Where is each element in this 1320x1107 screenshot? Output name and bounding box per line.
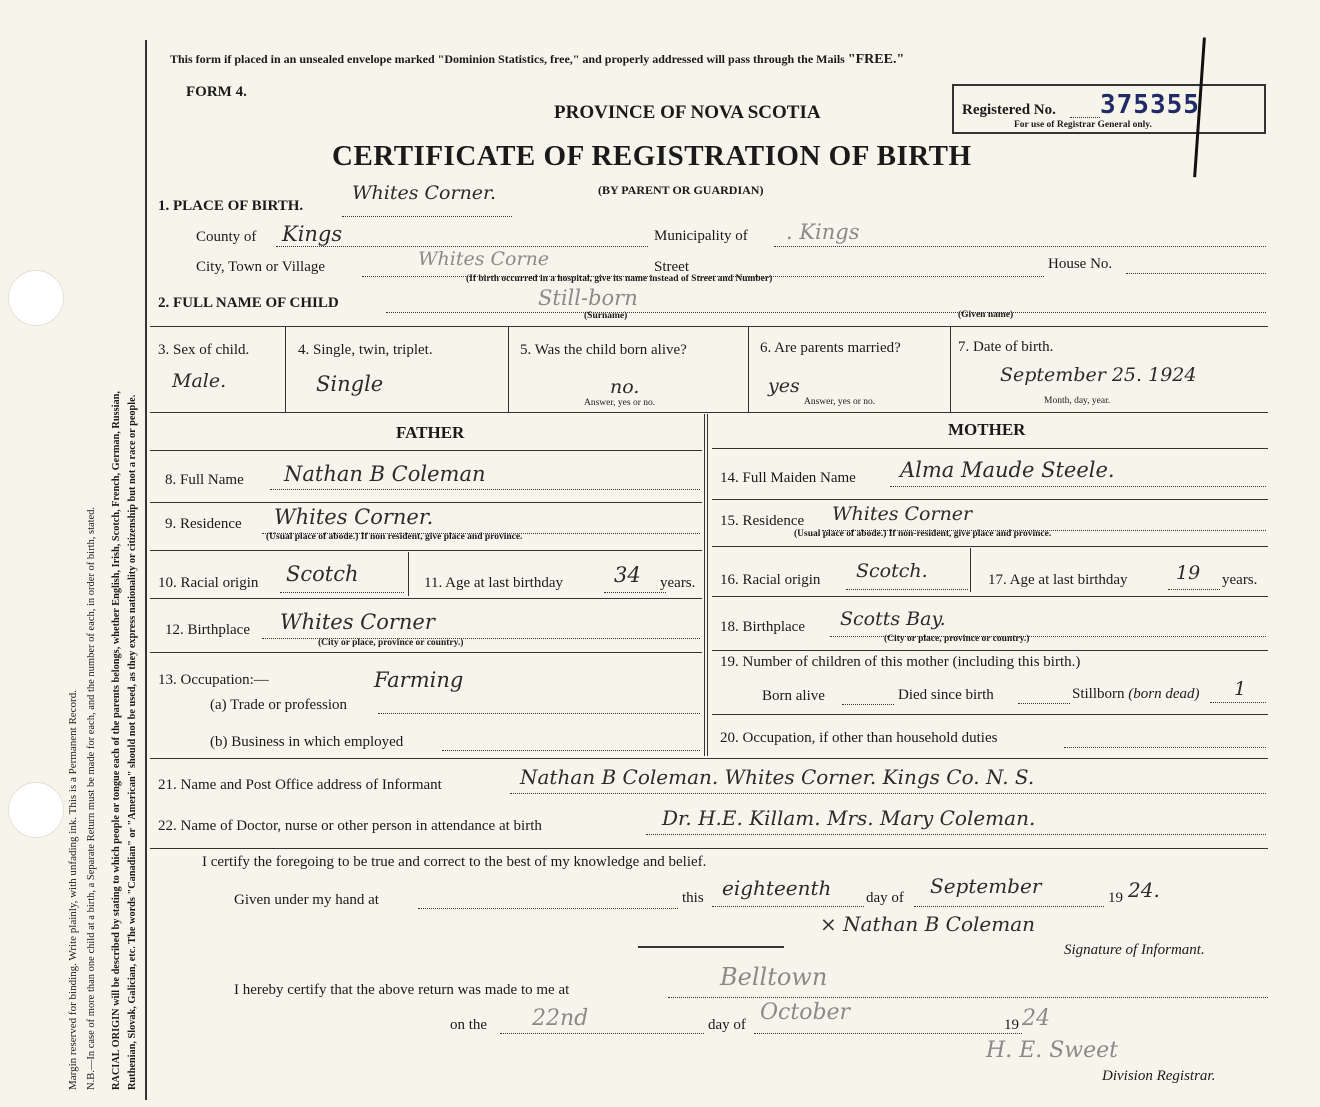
father-birthplace-value: Whites Corner — [280, 610, 435, 634]
father-occupation-label: 13. Occupation:— — [158, 672, 269, 688]
this-day-value: eighteenth — [722, 876, 832, 900]
mother-race-label: 16. Racial origin — [720, 572, 821, 588]
mother-name-value: Alma Maude Steele. — [900, 458, 1115, 482]
informant-signature: × Nathan B Coleman — [820, 912, 1036, 936]
mother-occupation-label: 20. Occupation, if other than household duties — [720, 730, 998, 746]
registrar-use-note: For use of Registrar General only. — [1014, 120, 1152, 130]
hospital-note: (If birth occurred in a hospital, give its name instead of Street and Number) — [466, 274, 773, 284]
stillborn-label — [1072, 686, 1200, 703]
mother-heading: MOTHER — [948, 420, 1026, 439]
born-alive-label: Born alive — [762, 688, 825, 704]
mother-children-label: 19. Number of children of this mother (including this birth.) — [720, 654, 1081, 670]
certify-text: I certify the foregoing to be true and correct to the best of my knowledge and belief. — [202, 854, 707, 870]
informant-label: 21. Name and Post Office address of Informant — [158, 777, 442, 793]
sex-label: 3. Sex of child. — [158, 342, 250, 358]
mother-residence-note: (Usual place of abode.) If non-resident, give place and province. — [794, 529, 1052, 539]
mother-name-label: 14. Full Maiden Name — [720, 470, 856, 486]
mother-birthplace-note: (City or place, province or country.) — [884, 634, 1030, 644]
died-since-birth-label: Died since birth — [898, 687, 994, 703]
father-residence-value: Whites Corner. — [274, 505, 434, 529]
father-business-label: (b) Business in which employed — [210, 734, 404, 750]
city-value: Whites Corne — [418, 248, 550, 270]
father-name-value: Nathan B Coleman — [284, 462, 486, 486]
city-label: City, Town or Village — [196, 259, 326, 275]
place-of-birth-value: Whites Corner. — [352, 182, 497, 204]
alive-value: no. — [610, 376, 640, 398]
province-heading: PROVINCE OF NOVA SCOTIA — [554, 102, 821, 123]
on-the-label: on the — [450, 1017, 488, 1033]
division-registrar-label: Division Registrar. — [1102, 1068, 1216, 1084]
father-residence-note: (Usual place of abode.) If non resident, give place and province. — [266, 532, 523, 542]
father-age-value: 34 — [614, 563, 641, 587]
mother-birthplace-label: 18. Birthplace — [720, 619, 805, 635]
father-residence-label: 9. Residence — [165, 516, 242, 532]
stillborn-text: Stillborn — [1072, 686, 1125, 702]
year2-value: 24 — [1022, 1006, 1050, 1031]
father-race-label: 10. Racial origin — [158, 575, 259, 591]
day-of-label-2: day of — [708, 1017, 746, 1033]
father-race-value: Scotch — [286, 562, 359, 586]
mother-age-value: 19 — [1176, 562, 1201, 584]
mother-race-value: Scotch. — [856, 560, 928, 582]
certificate-subtitle: (BY PARENT OR GUARDIAN) — [598, 183, 764, 197]
hereby-place-value: Belltown — [720, 963, 828, 991]
dob-label: 7. Date of birth. — [958, 339, 1054, 355]
binder-hole-bottom — [8, 782, 64, 838]
registered-label: Registered No. — [962, 102, 1056, 118]
municipality-value: . Kings — [786, 220, 860, 244]
mother-age-label: 17. Age at last birthday — [988, 572, 1128, 588]
top-notice-text: This form if placed in an unsealed envelope marked "Dominion Statistics, free," and properly addressed will pass through the Mails — [170, 52, 848, 66]
surname-note: (Surname) — [584, 311, 628, 321]
mother-residence-value: Whites Corner — [832, 503, 973, 525]
month-value: September — [930, 874, 1042, 898]
form-number: FORM 4. — [186, 84, 247, 100]
doctor-value: Dr. H.E. Killam. Mrs. Mary Coleman. — [662, 806, 1036, 830]
father-name-label: 8. Full Name — [165, 472, 244, 488]
mother-years: years. — [1222, 572, 1258, 588]
doctor-label: 22. Name of Doctor, nurse or other person in attendance at birth — [158, 818, 542, 834]
margin-note-racial-origin-2: Ruthenian, Slovak, Galician, etc. The words "Canadian" or "American" should not be used, as they express nationality or citizenship but not a race or people. — [127, 394, 138, 1090]
parents-divider — [704, 414, 708, 756]
married-note: Answer, yes or no. — [804, 397, 876, 407]
plurality-value: Single — [316, 372, 384, 396]
rule-row3-bottom — [150, 412, 1268, 413]
father-heading: FATHER — [396, 423, 465, 442]
plurality-label: 4. Single, twin, triplet. — [298, 342, 433, 358]
mother-birthplace-value: Scotts Bay. — [840, 608, 946, 630]
stillborn-value: 1 — [1234, 678, 1247, 700]
informant-value: Nathan B Coleman. Whites Corner. Kings Co. N. S. — [520, 765, 1035, 789]
margin-note-multiple-births: N.B.—In case of more than one child at a birth, a Separate Return must be made for each, and the number of each, in order of birth, stated. — [86, 506, 97, 1090]
father-birthplace-note: (City or place, province or country.) — [318, 638, 464, 648]
margin-note-racial-origin-1: RACIAL ORIGIN will be described by stating to which people or tongue each of the parents belongs, whether English, Irish, Scotch, French, German, Russian, — [111, 391, 122, 1090]
child-name-value: Still-born — [538, 286, 638, 310]
top-notice-free: "FREE." — [847, 52, 905, 67]
child-name-label: 2. FULL NAME OF CHILD — [158, 295, 339, 311]
year-value: 24. — [1128, 878, 1160, 902]
year2-prefix: 19 — [1004, 1017, 1019, 1033]
margin-note-binding: Margin reserved for binding. Write plainly, with unfading ink. This is a Permanent Record. — [67, 690, 79, 1090]
month2-value: October — [760, 1000, 851, 1025]
county-value: Kings — [282, 222, 343, 246]
rule-row3-top — [150, 326, 1268, 327]
house-label: House No. — [1048, 256, 1113, 272]
year-prefix: 19 — [1108, 890, 1123, 906]
street-label: Street — [654, 259, 689, 275]
father-years: years. — [660, 575, 696, 591]
given-name-note: (Given name) — [958, 310, 1014, 320]
mother-residence-label: 15. Residence — [720, 513, 805, 529]
this-label: this — [682, 890, 704, 906]
married-label: 6. Are parents married? — [760, 340, 901, 356]
dob-value: September 25. 1924 — [1000, 364, 1197, 386]
married-value: yes — [768, 375, 800, 397]
father-birthplace-label: 12. Birthplace — [165, 622, 250, 638]
on-the-day-value: 22nd — [532, 1006, 589, 1031]
hereby-certify-label: I hereby certify that the above return was made to me at — [234, 982, 570, 998]
municipality-label: Municipality of — [654, 228, 748, 244]
signature-of-informant-label: Signature of Informant. — [1064, 942, 1205, 958]
given-under-hand-label: Given under my hand at — [234, 892, 379, 908]
certificate-title: CERTIFICATE OF REGISTRATION OF BIRTH — [332, 140, 972, 172]
left-border — [145, 40, 147, 1100]
father-trade-label: (a) Trade or profession — [210, 697, 348, 713]
day-of-label: day of — [866, 890, 904, 906]
registrar-signature: H. E. Sweet — [986, 1038, 1118, 1063]
father-age-label: 11. Age at last birthday — [424, 575, 563, 591]
father-occupation-value: Farming — [374, 668, 464, 692]
stillborn-note: (born dead) — [1128, 686, 1200, 702]
alive-note: Answer, yes or no. — [584, 398, 656, 408]
registered-number: 375355 — [1100, 90, 1200, 120]
place-of-birth-label: 1. PLACE OF BIRTH. — [158, 198, 304, 214]
sex-value: Male. — [172, 370, 227, 392]
binder-hole-top — [8, 270, 64, 326]
rule-parents-bottom — [150, 758, 1268, 759]
top-notice — [170, 52, 904, 68]
alive-label: 5. Was the child born alive? — [520, 342, 687, 358]
dob-note: Month, day, year. — [1044, 396, 1111, 406]
county-label: County of — [196, 229, 257, 245]
